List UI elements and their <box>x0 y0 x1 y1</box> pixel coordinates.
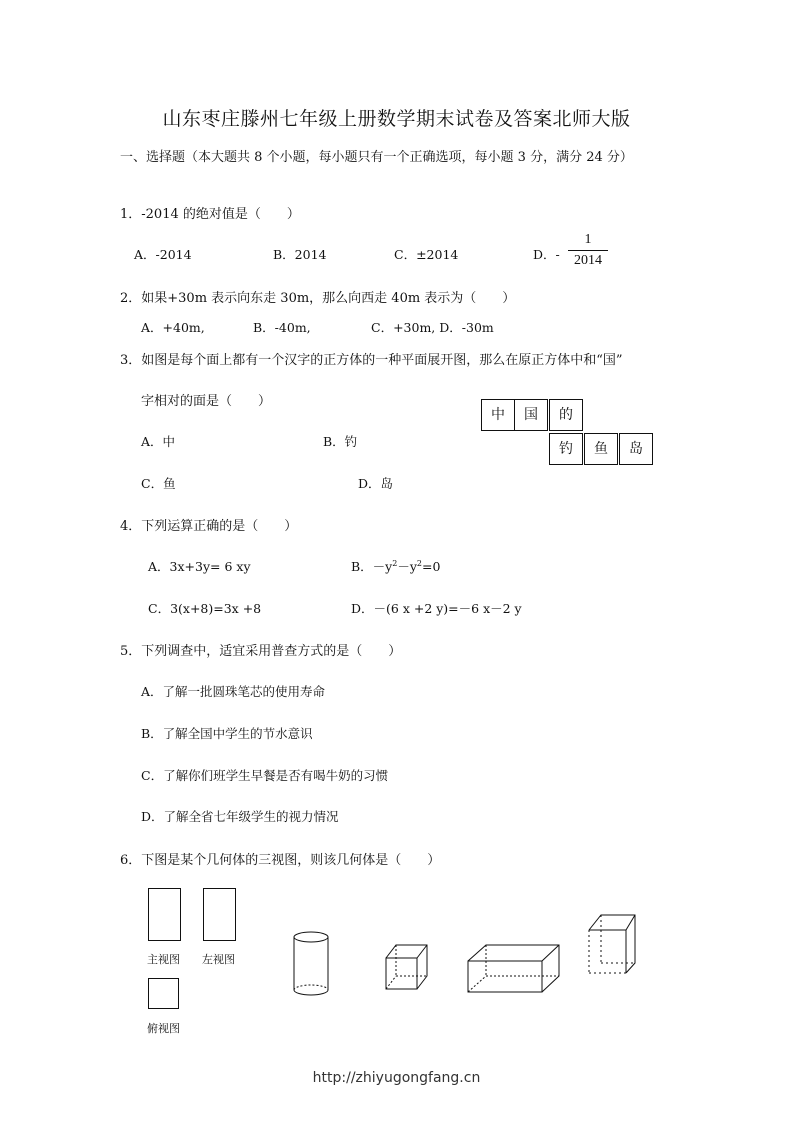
q5-option-d: D．了解全省七年级学生的视力情况 <box>141 809 339 824</box>
side-view-label: 左视图 <box>202 953 235 966</box>
q4-b-post: =0 <box>422 559 441 574</box>
q4-b-mid: －y <box>397 559 417 574</box>
solid-options-figure <box>285 905 665 1005</box>
q1-option-a: A．-2014 <box>134 247 192 262</box>
net-face-4: 钓 <box>549 433 583 465</box>
q1-option-c: C．±2014 <box>394 247 459 262</box>
top-view-label: 俯视图 <box>147 1022 180 1035</box>
tall-prism-shape <box>589 915 635 973</box>
front-view-rect <box>148 888 181 941</box>
q2-option-b: B．-40m, <box>253 320 311 335</box>
net-face-6: 岛 <box>619 433 653 465</box>
q4-b-exp1: 2 <box>392 558 398 568</box>
q4-option-d: D．－(6 x +2 y)=－6 x－2 y <box>351 601 522 616</box>
q1-option-d: D．- <box>533 247 560 262</box>
q3-option-d: D．岛 <box>358 476 394 491</box>
q1-option-b: B．2014 <box>273 247 327 262</box>
net-face-1: 中 <box>481 399 515 431</box>
q3-option-a: A．中 <box>141 434 176 449</box>
q5-option-a: A．了解一批圆珠笔芯的使用寿命 <box>141 684 326 699</box>
net-face-2: 国 <box>514 399 548 431</box>
cylinder-shape <box>294 932 328 995</box>
q5-stem: 5．下列调查中，适宜采用普查方式的是（ ） <box>120 644 402 659</box>
q1-option-d-fraction <box>568 232 608 269</box>
q4-option-b <box>351 557 440 575</box>
fraction-denominator: 2014 <box>574 253 602 268</box>
fraction-numerator: 1 <box>584 232 592 247</box>
q3-option-c: C．鱼 <box>141 476 176 491</box>
q3-stem-continued: 字相对的面是（ ） <box>141 394 272 409</box>
q6-stem: 6．下图是某个几何体的三视图，则该几何体是（ ） <box>120 853 441 868</box>
q2-option-a: A．+40m, <box>141 320 205 335</box>
q3-stem: 3．如图是每个面上都有一个汉字的正方体的一种平面展开图，那么在原正方体中和“国” <box>120 353 623 368</box>
net-face-5: 鱼 <box>584 433 618 465</box>
footer-url: http://zhiyugongfang.cn <box>312 1070 481 1086</box>
q2-option-cd: C．+30m, D．-30m <box>371 320 494 335</box>
q2-stem: 2．如果+30m 表示向东走 30m，那么向西走 40m 表示为（ ） <box>120 291 516 306</box>
top-view-square <box>148 978 179 1009</box>
side-view-rect <box>203 888 236 941</box>
q4-option-a: A．3x+3y= 6 xy <box>148 559 251 574</box>
q4-b-exp2: 2 <box>416 558 422 568</box>
q3-option-b: B．钓 <box>323 434 358 449</box>
q4-stem: 4．下列运算正确的是（ ） <box>120 519 298 534</box>
section-heading: 一、选择题（本大题共 8 个小题，每小题只有一个正确选项，每小题 3 分，满分 24 分） <box>120 150 633 165</box>
cuboid-shape <box>468 945 559 992</box>
q4-option-c: C．3(x+8)=3x +8 <box>148 601 262 616</box>
fraction-bar <box>568 250 608 251</box>
q1-stem: 1．-2014 的绝对值是（ ） <box>120 207 300 222</box>
page-title: 山东枣庄滕州七年级上册数学期末试卷及答案北师大版 <box>162 108 631 130</box>
q5-option-b: B．了解全国中学生的节水意识 <box>141 726 313 741</box>
q5-option-c: C．了解你们班学生早餐是否有喝牛奶的习惯 <box>141 768 389 783</box>
net-face-3: 的 <box>549 399 583 431</box>
q4-b-pre: B．－y <box>351 559 393 574</box>
front-view-label: 主视图 <box>147 953 180 966</box>
small-cube-shape <box>386 945 427 989</box>
